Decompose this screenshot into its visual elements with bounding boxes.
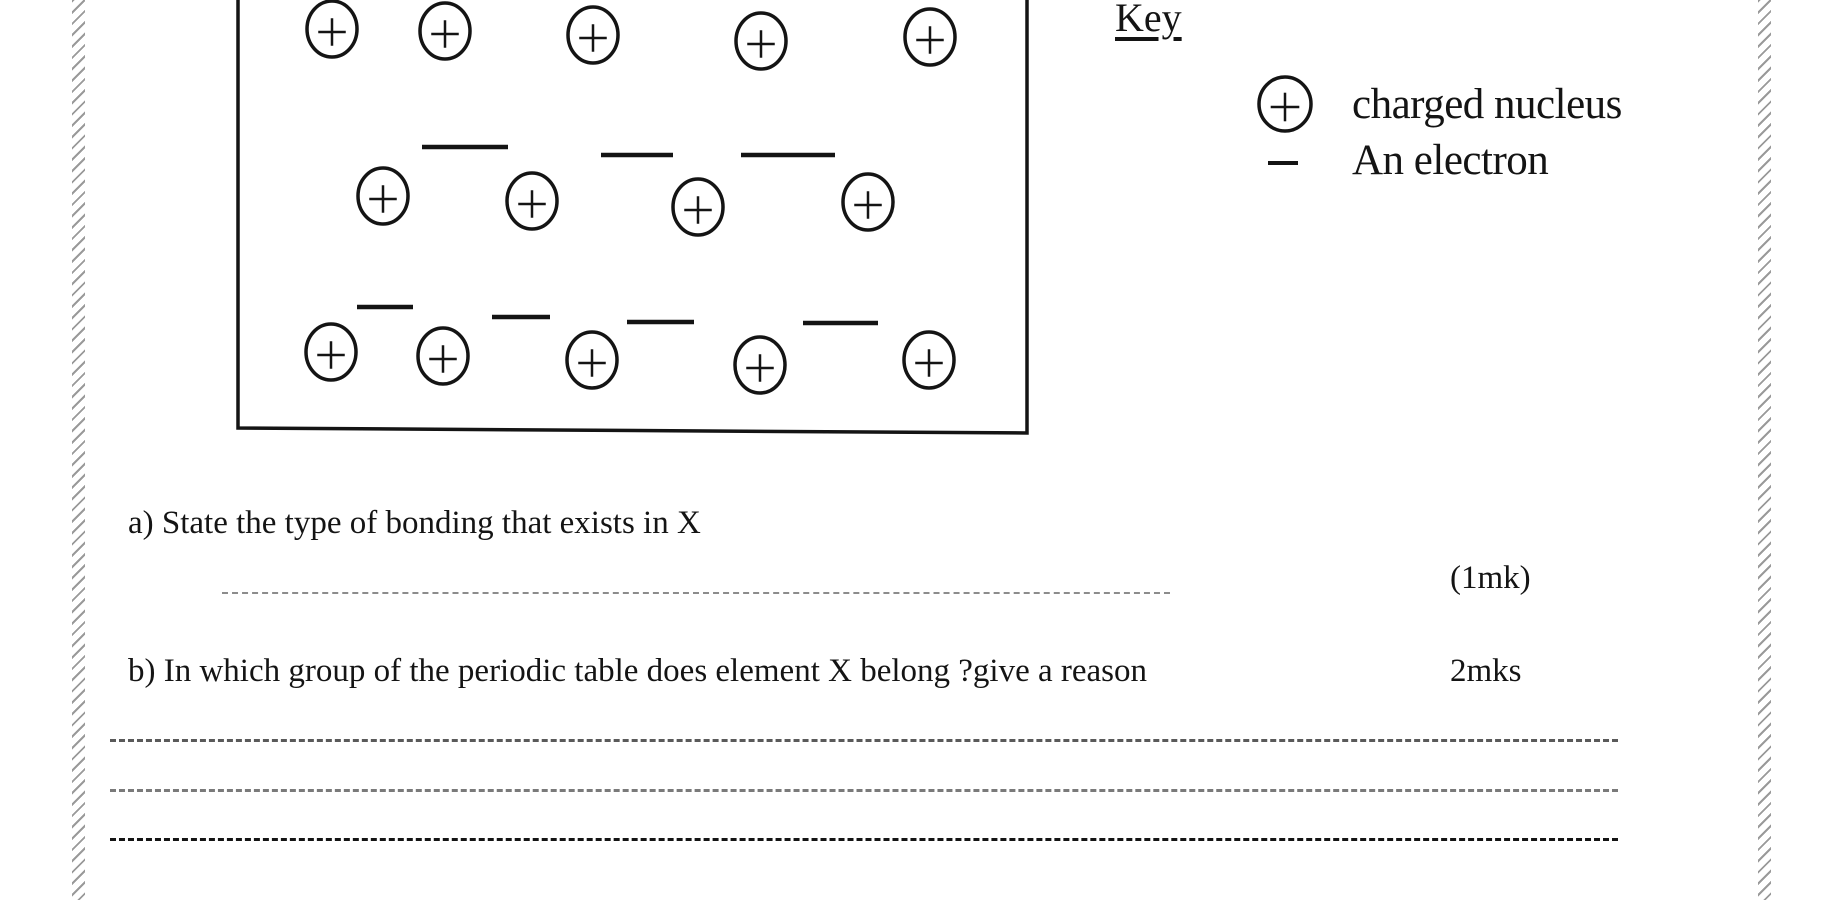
question-a-marks: (1mk): [1450, 560, 1531, 596]
positive-nucleus: [358, 168, 408, 224]
positive-nucleus: [843, 174, 893, 230]
positive-nucleus: [673, 179, 723, 235]
key-nucleus-symbol: [1259, 77, 1311, 131]
question-b-answer-line-3[interactable]: [110, 838, 1618, 841]
positive-nucleus: [905, 9, 955, 65]
key-title: Key: [1115, 0, 1182, 40]
question-b-answer-line-2[interactable]: [110, 789, 1618, 792]
positive-nucleus: [306, 324, 356, 380]
question-a-answer-line[interactable]: [222, 592, 1170, 594]
positive-nucleus: [420, 3, 470, 59]
positive-nucleus: [904, 332, 954, 388]
positive-nucleus: [418, 328, 468, 384]
key-nucleus-label: charged nucleus: [1352, 81, 1622, 128]
positive-nucleus: [567, 332, 617, 388]
positive-nucleus: [507, 173, 557, 229]
positive-nucleus: [735, 337, 785, 393]
question-b-marks: 2mks: [1450, 653, 1522, 689]
question-b-text: b) In which group of the periodic table does element X belong ?give a reason: [128, 653, 1147, 689]
positive-nucleus: [568, 7, 618, 63]
question-b-answer-line-1[interactable]: [110, 739, 1618, 742]
question-a-text: a) State the type of bonding that exists in X: [128, 505, 701, 541]
key-electron-label: An electron: [1352, 137, 1549, 184]
positive-nucleus: [307, 1, 357, 57]
positive-nucleus: [736, 13, 786, 69]
